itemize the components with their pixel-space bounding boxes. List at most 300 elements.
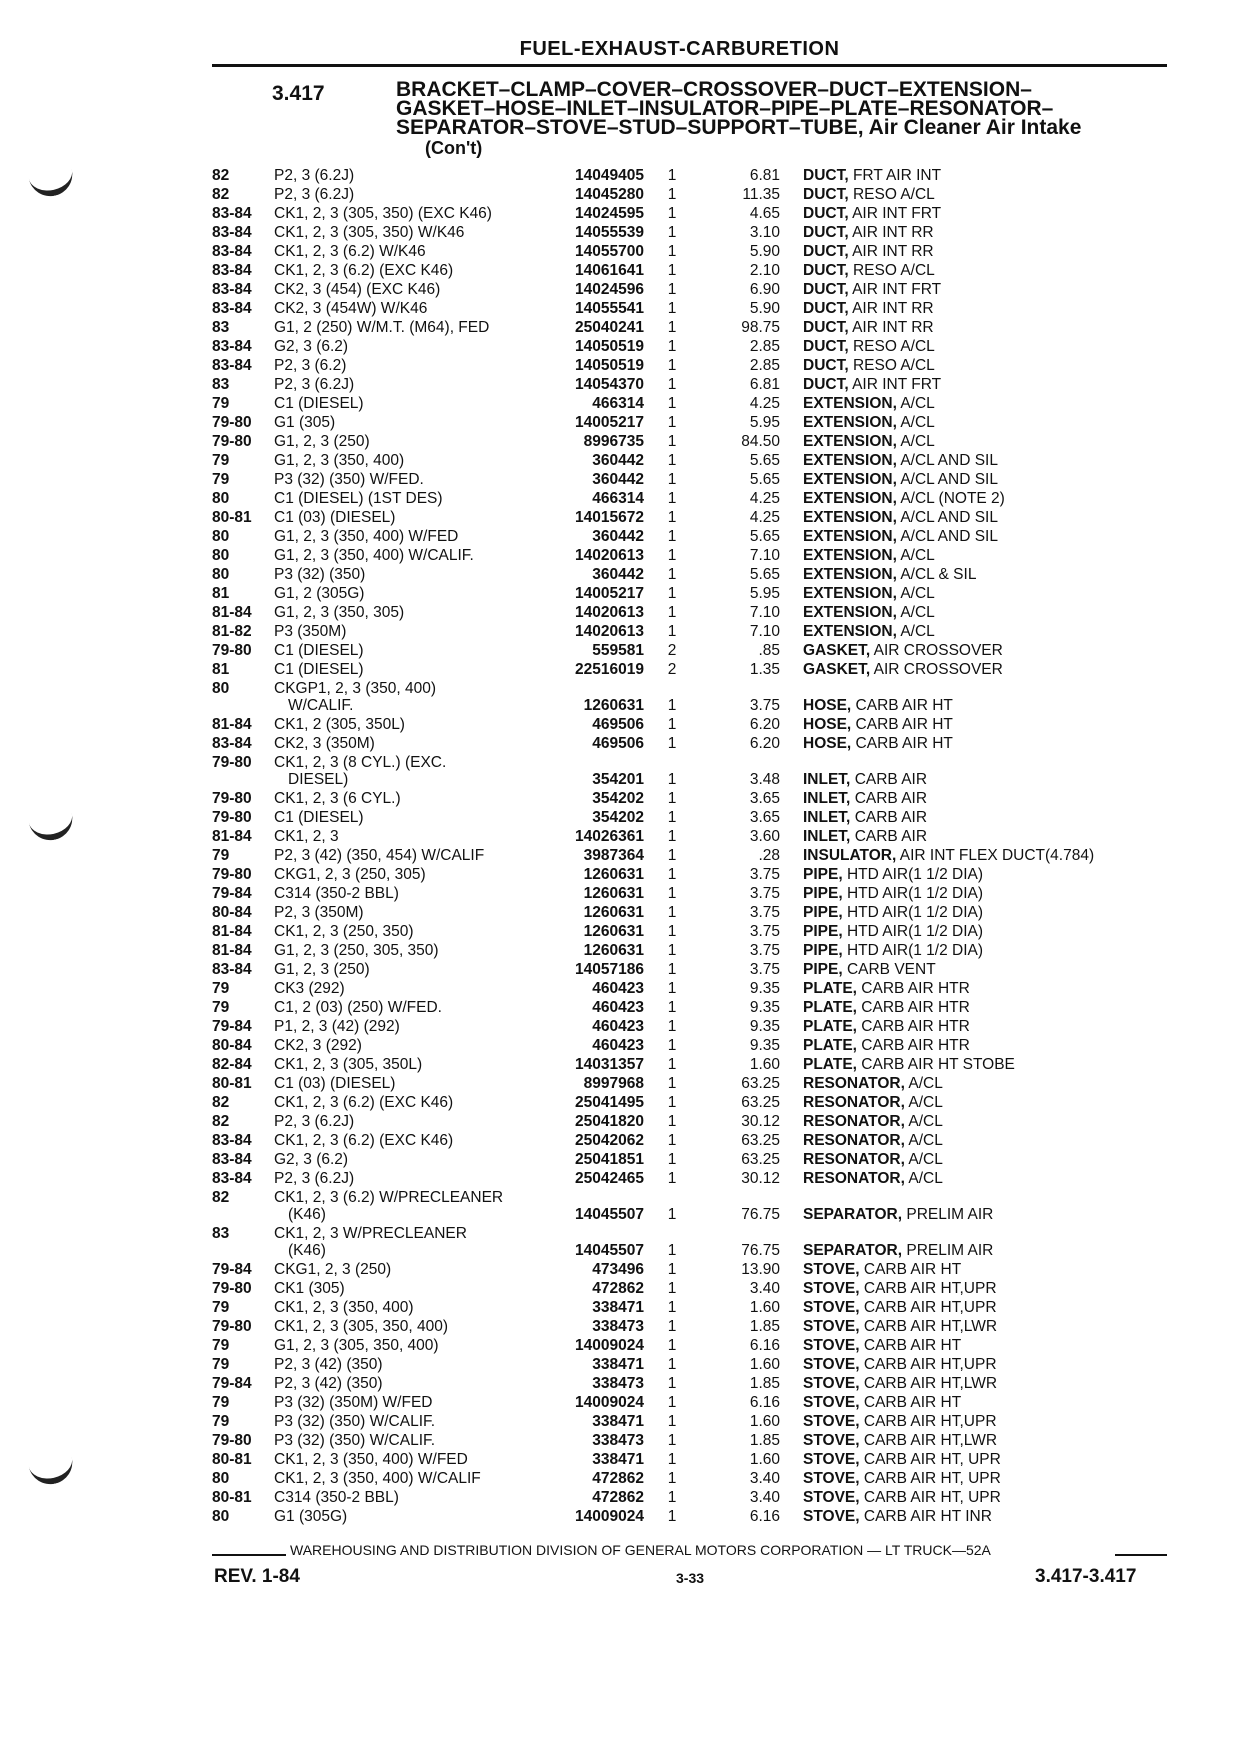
part-name: GASKET,	[803, 642, 871, 659]
part-name: PLATE,	[803, 1056, 857, 1073]
part-detail: FRT AIR INT	[852, 167, 942, 184]
application: P2, 3 (42) (350)	[274, 1375, 383, 1392]
application: C1 (DIESEL)	[274, 661, 364, 678]
model-year: 81-82	[212, 623, 252, 640]
list-price: 6.20	[749, 735, 780, 752]
application: G1, 2 (305G)	[274, 585, 365, 602]
list-price: 1.85	[749, 1375, 780, 1392]
quantity: 1	[667, 319, 677, 336]
model-year: 80	[212, 680, 230, 697]
part-detail: PRELIM AIR	[906, 1206, 994, 1223]
part-description	[803, 470, 998, 489]
list-price: 3.10	[749, 224, 780, 241]
model-year: 79-80	[212, 433, 252, 450]
part-number: 14009024	[575, 1394, 644, 1411]
list-price: 63.25	[741, 1094, 780, 1111]
table-row	[0, 1036, 1249, 1055]
part-detail: HTD AIR(1 1/2 DIA)	[846, 942, 984, 959]
model-year: 79	[212, 1337, 230, 1354]
list-price: 3.60	[749, 828, 780, 845]
table-row	[0, 641, 1249, 660]
part-name: DUCT,	[803, 338, 849, 355]
part-detail: CARB AIR	[854, 771, 928, 788]
part-name: RESONATOR,	[803, 1132, 905, 1149]
part-detail: A/CL	[900, 547, 935, 564]
application: CK3 (292)	[274, 980, 345, 997]
table-row	[0, 394, 1249, 413]
model-year: 83-84	[212, 338, 252, 355]
list-price: 6.90	[749, 281, 780, 298]
model-year: 80-81	[212, 1075, 252, 1092]
model-year: 83-84	[212, 961, 252, 978]
list-price: 3.40	[749, 1470, 780, 1487]
table-row	[0, 1093, 1249, 1112]
part-number: 354201	[592, 771, 644, 788]
part-description	[803, 979, 970, 998]
part-number: 8997968	[583, 1075, 644, 1092]
table-row	[0, 1150, 1249, 1169]
part-number: 14020613	[575, 547, 644, 564]
application: P3 (350M)	[274, 623, 347, 640]
part-name: STOVE,	[803, 1413, 860, 1430]
model-year: 81-84	[212, 716, 252, 733]
table-row	[0, 1507, 1249, 1526]
model-year: 80-81	[212, 1489, 252, 1506]
part-description	[803, 1450, 1001, 1469]
application: C314 (350-2 BBL)	[274, 885, 399, 902]
model-year: 83-84	[212, 1132, 252, 1149]
part-detail: HTD AIR(1 1/2 DIA)	[846, 923, 984, 940]
list-price: 3.65	[749, 790, 780, 807]
quantity: 1	[667, 433, 677, 450]
quantity: 1	[667, 1113, 677, 1130]
part-description	[803, 734, 953, 753]
part-number: 14050519	[575, 357, 644, 374]
table-row	[0, 261, 1249, 280]
model-year: 81-84	[212, 604, 252, 621]
part-number: 354202	[592, 790, 644, 807]
application: C1, 2 (03) (250) W/FED.	[274, 999, 442, 1016]
part-number: 1260631	[583, 697, 644, 714]
part-description	[803, 261, 935, 280]
list-price: 1.35	[749, 661, 780, 678]
part-description	[803, 1298, 997, 1317]
table-row	[0, 603, 1249, 622]
part-name: DUCT,	[803, 281, 849, 298]
model-year: 80	[212, 528, 230, 545]
application: P2, 3 (42) (350, 454) W/CALIF	[274, 847, 485, 864]
application: G1, 2, 3 (350, 305)	[274, 604, 405, 621]
part-name: SEPARATOR,	[803, 1206, 903, 1223]
quantity: 1	[667, 623, 677, 640]
part-number: 25041495	[575, 1094, 644, 1111]
application-continued: (K46)	[288, 1242, 326, 1259]
quantity: 1	[667, 338, 677, 355]
list-price: 3.75	[749, 697, 780, 714]
model-year: 79	[212, 1413, 230, 1430]
continued-label: (Con't)	[425, 138, 483, 158]
part-description	[803, 1355, 997, 1374]
quantity: 1	[667, 1432, 677, 1449]
list-price: 5.90	[749, 243, 780, 260]
table-row	[0, 546, 1249, 565]
part-name: STOVE,	[803, 1508, 860, 1525]
part-detail: CARB AIR HT INR	[863, 1508, 992, 1525]
part-description	[803, 280, 941, 299]
part-number: 14045280	[575, 186, 644, 203]
part-detail: CARB AIR HT	[855, 697, 953, 714]
part-name: GASKET,	[803, 661, 871, 678]
model-year: 80	[212, 1470, 230, 1487]
quantity: 1	[667, 281, 677, 298]
part-detail: CARB AIR HT	[863, 1261, 962, 1278]
table-row	[0, 1393, 1249, 1412]
model-year: 80	[212, 490, 230, 507]
quantity: 1	[667, 547, 677, 564]
application: P2, 3 (42) (350)	[274, 1356, 383, 1373]
part-number: 14055539	[575, 224, 644, 241]
footer-division: WAREHOUSING AND DISTRIBUTION DIVISION OF GENERAL MOTORS CORPORATION — LT TRUCK—52A	[290, 1542, 991, 1558]
part-name: PLATE,	[803, 1018, 857, 1035]
part-description	[803, 660, 1003, 679]
table-row	[0, 223, 1249, 242]
table-row	[0, 489, 1249, 508]
application: CKGP1, 2, 3 (350, 400)	[274, 680, 436, 697]
list-price: 76.75	[741, 1242, 780, 1259]
model-year: 79	[212, 1299, 230, 1316]
model-year: 79-84	[212, 885, 252, 902]
quantity: 1	[667, 167, 677, 184]
part-number: 559581	[592, 642, 644, 659]
list-price: 1.60	[749, 1056, 780, 1073]
application: CK1, 2, 3 (6.2) (EXC K46)	[274, 262, 454, 279]
part-name: DUCT,	[803, 300, 849, 317]
application: CK1, 2 (305, 350L)	[274, 716, 405, 733]
part-detail: AIR INT RR	[852, 224, 934, 241]
part-description	[803, 1036, 970, 1055]
table-row	[0, 679, 1249, 715]
part-description	[803, 960, 936, 979]
application: CK2, 3 (454W) W/K46	[274, 300, 428, 317]
part-name: PIPE,	[803, 904, 843, 921]
part-description	[803, 565, 976, 584]
model-year: 79-80	[212, 1280, 252, 1297]
list-price: 7.10	[749, 547, 780, 564]
part-detail: HTD AIR(1 1/2 DIA)	[846, 904, 984, 921]
part-name: STOVE,	[803, 1451, 860, 1468]
part-number: 14057186	[575, 961, 644, 978]
part-name: STOVE,	[803, 1394, 860, 1411]
application-continued: W/CALIF.	[288, 697, 354, 714]
quantity: 1	[667, 1075, 677, 1092]
quantity: 1	[667, 1132, 677, 1149]
table-row	[0, 280, 1249, 299]
part-description	[803, 413, 935, 432]
part-description	[803, 584, 935, 603]
model-year: 83	[212, 376, 230, 393]
application: P2, 3 (350M)	[274, 904, 364, 921]
part-detail: CARB AIR HT, UPR	[863, 1470, 1001, 1487]
table-row	[0, 753, 1249, 789]
quantity: 2	[667, 642, 677, 659]
quantity: 1	[667, 1470, 677, 1487]
application: CK1, 2, 3 (350, 400) W/FED	[274, 1451, 468, 1468]
application-continued: (K46)	[288, 1206, 326, 1223]
application: C1 (DIESEL)	[274, 395, 364, 412]
quantity: 1	[667, 1151, 677, 1168]
part-number: 473496	[592, 1261, 644, 1278]
part-description	[803, 1488, 1001, 1507]
part-number: 1260631	[583, 904, 644, 921]
part-description	[803, 622, 935, 641]
part-detail: CARB AIR HT,UPR	[863, 1356, 997, 1373]
part-detail: A/CL & SIL	[900, 566, 977, 583]
list-price: 3.75	[749, 866, 780, 883]
quantity: 1	[667, 942, 677, 959]
part-detail: CARB AIR HT,UPR	[863, 1299, 997, 1316]
part-detail: A/CL AND SIL	[900, 452, 998, 469]
part-number: 360442	[592, 528, 644, 545]
application: G2, 3 (6.2)	[274, 338, 349, 355]
quantity: 1	[667, 828, 677, 845]
table-row	[0, 1017, 1249, 1036]
group-title-line: SEPARATOR–STOVE–STUD–SUPPORT–TUBE, Air Cleaner Air Intake	[396, 116, 1082, 139]
part-number: 1260631	[583, 866, 644, 883]
part-detail: CARB AIR HTR	[861, 1018, 970, 1035]
section-title: FUEL-EXHAUST-CARBURETION	[519, 38, 840, 60]
application: G1 (305G)	[274, 1508, 348, 1525]
application: CK1, 2, 3 (6.2) (EXC K46)	[274, 1094, 454, 1111]
table-row	[0, 204, 1249, 223]
model-year: 79-84	[212, 1018, 252, 1035]
table-row	[0, 1488, 1249, 1507]
group-reference: 3.417-3.417	[1035, 1566, 1137, 1587]
part-detail: CARB AIR	[854, 790, 928, 807]
list-price: 4.25	[749, 395, 780, 412]
application: CKG1, 2, 3 (250, 305)	[274, 866, 426, 883]
part-name: PIPE,	[803, 866, 843, 883]
list-price: 63.25	[741, 1075, 780, 1092]
part-name: EXTENSION,	[803, 414, 897, 431]
list-price: 3.65	[749, 809, 780, 826]
part-detail: A/CL AND SIL	[900, 471, 998, 488]
part-name: INLET,	[803, 828, 851, 845]
part-detail: A/CL	[900, 585, 935, 602]
part-name: STOVE,	[803, 1318, 860, 1335]
list-price: 11.35	[742, 186, 780, 203]
part-name: DUCT,	[803, 167, 849, 184]
part-number: 25041851	[575, 1151, 644, 1168]
part-name: EXTENSION,	[803, 566, 897, 583]
model-year: 83-84	[212, 205, 252, 222]
part-description	[803, 603, 935, 622]
application-continued: DIESEL)	[288, 771, 349, 788]
table-row	[0, 565, 1249, 584]
list-price: 9.35	[749, 1018, 780, 1035]
model-year: 83-84	[212, 281, 252, 298]
part-name: RESONATOR,	[803, 1094, 905, 1111]
list-price: 6.16	[749, 1337, 780, 1354]
application: CK1, 2, 3 (305, 350) W/K46	[274, 224, 465, 241]
list-price: 98.75	[741, 319, 780, 336]
model-year: 79-80	[212, 1318, 252, 1335]
model-year: 79-80	[212, 642, 252, 659]
model-year: 80	[212, 1508, 230, 1525]
part-name: PLATE,	[803, 980, 857, 997]
part-detail: CARB AIR HT	[855, 716, 953, 733]
part-number: 1260631	[583, 942, 644, 959]
quantity: 1	[667, 885, 677, 902]
table-row	[0, 1279, 1249, 1298]
application: CKG1, 2, 3 (250)	[274, 1261, 392, 1278]
part-description	[803, 1431, 997, 1450]
part-description	[803, 394, 935, 413]
quantity: 1	[667, 205, 677, 222]
list-price: 7.10	[749, 604, 780, 621]
quantity: 1	[667, 300, 677, 317]
part-detail: RESO A/CL	[852, 338, 935, 355]
list-price: 2.10	[749, 262, 780, 279]
quantity: 1	[667, 1037, 677, 1054]
model-year: 79	[212, 452, 230, 469]
list-price: 1.60	[749, 1413, 780, 1430]
model-year: 79	[212, 1394, 230, 1411]
part-name: DUCT,	[803, 376, 849, 393]
model-year: 82	[212, 186, 230, 203]
part-number: 14050519	[575, 338, 644, 355]
table-row	[0, 846, 1249, 865]
part-name: EXTENSION,	[803, 623, 897, 640]
application: G1, 2, 3 (305, 350, 400)	[274, 1337, 439, 1354]
table-row	[0, 1074, 1249, 1093]
part-description	[803, 865, 983, 884]
part-detail: A/CL	[900, 395, 935, 412]
quantity: 1	[667, 262, 677, 279]
part-description	[803, 903, 983, 922]
part-description	[803, 1241, 993, 1260]
part-name: STOVE,	[803, 1489, 860, 1506]
application: G1, 2, 3 (350, 400) W/FED	[274, 528, 459, 545]
model-year: 82	[212, 1189, 230, 1206]
list-price: .85	[758, 642, 780, 659]
model-year: 79-80	[212, 790, 252, 807]
part-detail: RESO A/CL	[852, 357, 935, 374]
model-year: 83-84	[212, 1151, 252, 1168]
part-name: HOSE,	[803, 735, 852, 752]
part-detail: CARB AIR HT, UPR	[863, 1451, 1001, 1468]
part-detail: A/CL AND SIL	[900, 509, 998, 526]
model-year: 82	[212, 1094, 230, 1111]
application: CK1, 2, 3 (250, 350)	[274, 923, 414, 940]
part-detail: CARB AIR HT,LWR	[863, 1318, 998, 1335]
part-detail: A/CL	[900, 414, 935, 431]
part-detail: CARB AIR HT,LWR	[863, 1375, 998, 1392]
list-price: 7.10	[749, 623, 780, 640]
part-name: PIPE,	[803, 923, 843, 940]
part-description	[803, 223, 934, 242]
quantity: 1	[667, 471, 677, 488]
quantity: 1	[667, 1337, 677, 1354]
part-number: 338473	[592, 1432, 644, 1449]
list-price: 9.35	[749, 980, 780, 997]
part-name: EXTENSION,	[803, 395, 897, 412]
part-number: 25042062	[575, 1132, 644, 1149]
part-description	[803, 546, 935, 565]
part-name: EXTENSION,	[803, 528, 897, 545]
quantity: 1	[667, 923, 677, 940]
part-name: RESONATOR,	[803, 1113, 905, 1130]
quantity: 1	[667, 771, 677, 788]
part-description	[803, 1205, 993, 1224]
part-number: 338473	[592, 1318, 644, 1335]
part-number: 14015672	[575, 509, 644, 526]
part-number: 14055700	[575, 243, 644, 260]
quantity: 1	[667, 1261, 677, 1278]
table-row	[0, 451, 1249, 470]
model-year: 79	[212, 847, 230, 864]
quantity: 1	[667, 1206, 677, 1223]
table-row	[0, 1412, 1249, 1431]
application: P3 (32) (350M) W/FED	[274, 1394, 433, 1411]
table-row	[0, 1260, 1249, 1279]
model-year: 79	[212, 395, 230, 412]
part-number: 338471	[592, 1413, 644, 1430]
part-description	[803, 1260, 961, 1279]
part-description	[803, 1131, 943, 1150]
part-detail: AIR INT RR	[852, 300, 934, 317]
part-number: 460423	[592, 1018, 644, 1035]
part-detail: AIR INT FRT	[852, 376, 942, 393]
table-row	[0, 356, 1249, 375]
part-detail: A/CL	[900, 604, 935, 621]
group-number: 3.417	[272, 82, 325, 105]
part-description	[803, 299, 934, 318]
list-price: 6.16	[749, 1394, 780, 1411]
part-detail: CARB AIR HT	[855, 735, 953, 752]
part-description	[803, 941, 983, 960]
part-number: 338471	[592, 1356, 644, 1373]
part-name: EXTENSION,	[803, 452, 897, 469]
part-detail: A/CL	[908, 1132, 943, 1149]
table-row	[0, 1374, 1249, 1393]
application: P3 (32) (350) W/CALIF.	[274, 1432, 436, 1449]
part-detail: A/CL	[908, 1113, 943, 1130]
part-detail: A/CL	[900, 433, 935, 450]
part-name: STOVE,	[803, 1356, 860, 1373]
model-year: 79	[212, 999, 230, 1016]
table-row	[0, 903, 1249, 922]
part-name: DUCT,	[803, 319, 849, 336]
application: C314 (350-2 BBL)	[274, 1489, 399, 1506]
part-detail: A/CL	[900, 623, 935, 640]
part-description	[803, 204, 941, 223]
part-name: PIPE,	[803, 885, 843, 902]
model-year: 82-84	[212, 1056, 252, 1073]
table-row	[0, 660, 1249, 679]
part-description	[803, 527, 998, 546]
quantity: 1	[667, 490, 677, 507]
application: P2, 3 (6.2J)	[274, 1113, 355, 1130]
part-detail: CARB AIR HT,LWR	[863, 1432, 998, 1449]
part-detail: CARB AIR	[854, 828, 928, 845]
table-row	[0, 1224, 1249, 1260]
part-name: DUCT,	[803, 224, 849, 241]
part-description	[803, 1093, 943, 1112]
application: CK1, 2, 3 (6.2) W/PRECLEANER	[274, 1189, 504, 1206]
application: C1 (DIESEL)	[274, 642, 364, 659]
part-detail: A/CL (NOTE 2)	[900, 490, 1005, 507]
quantity: 1	[667, 414, 677, 431]
